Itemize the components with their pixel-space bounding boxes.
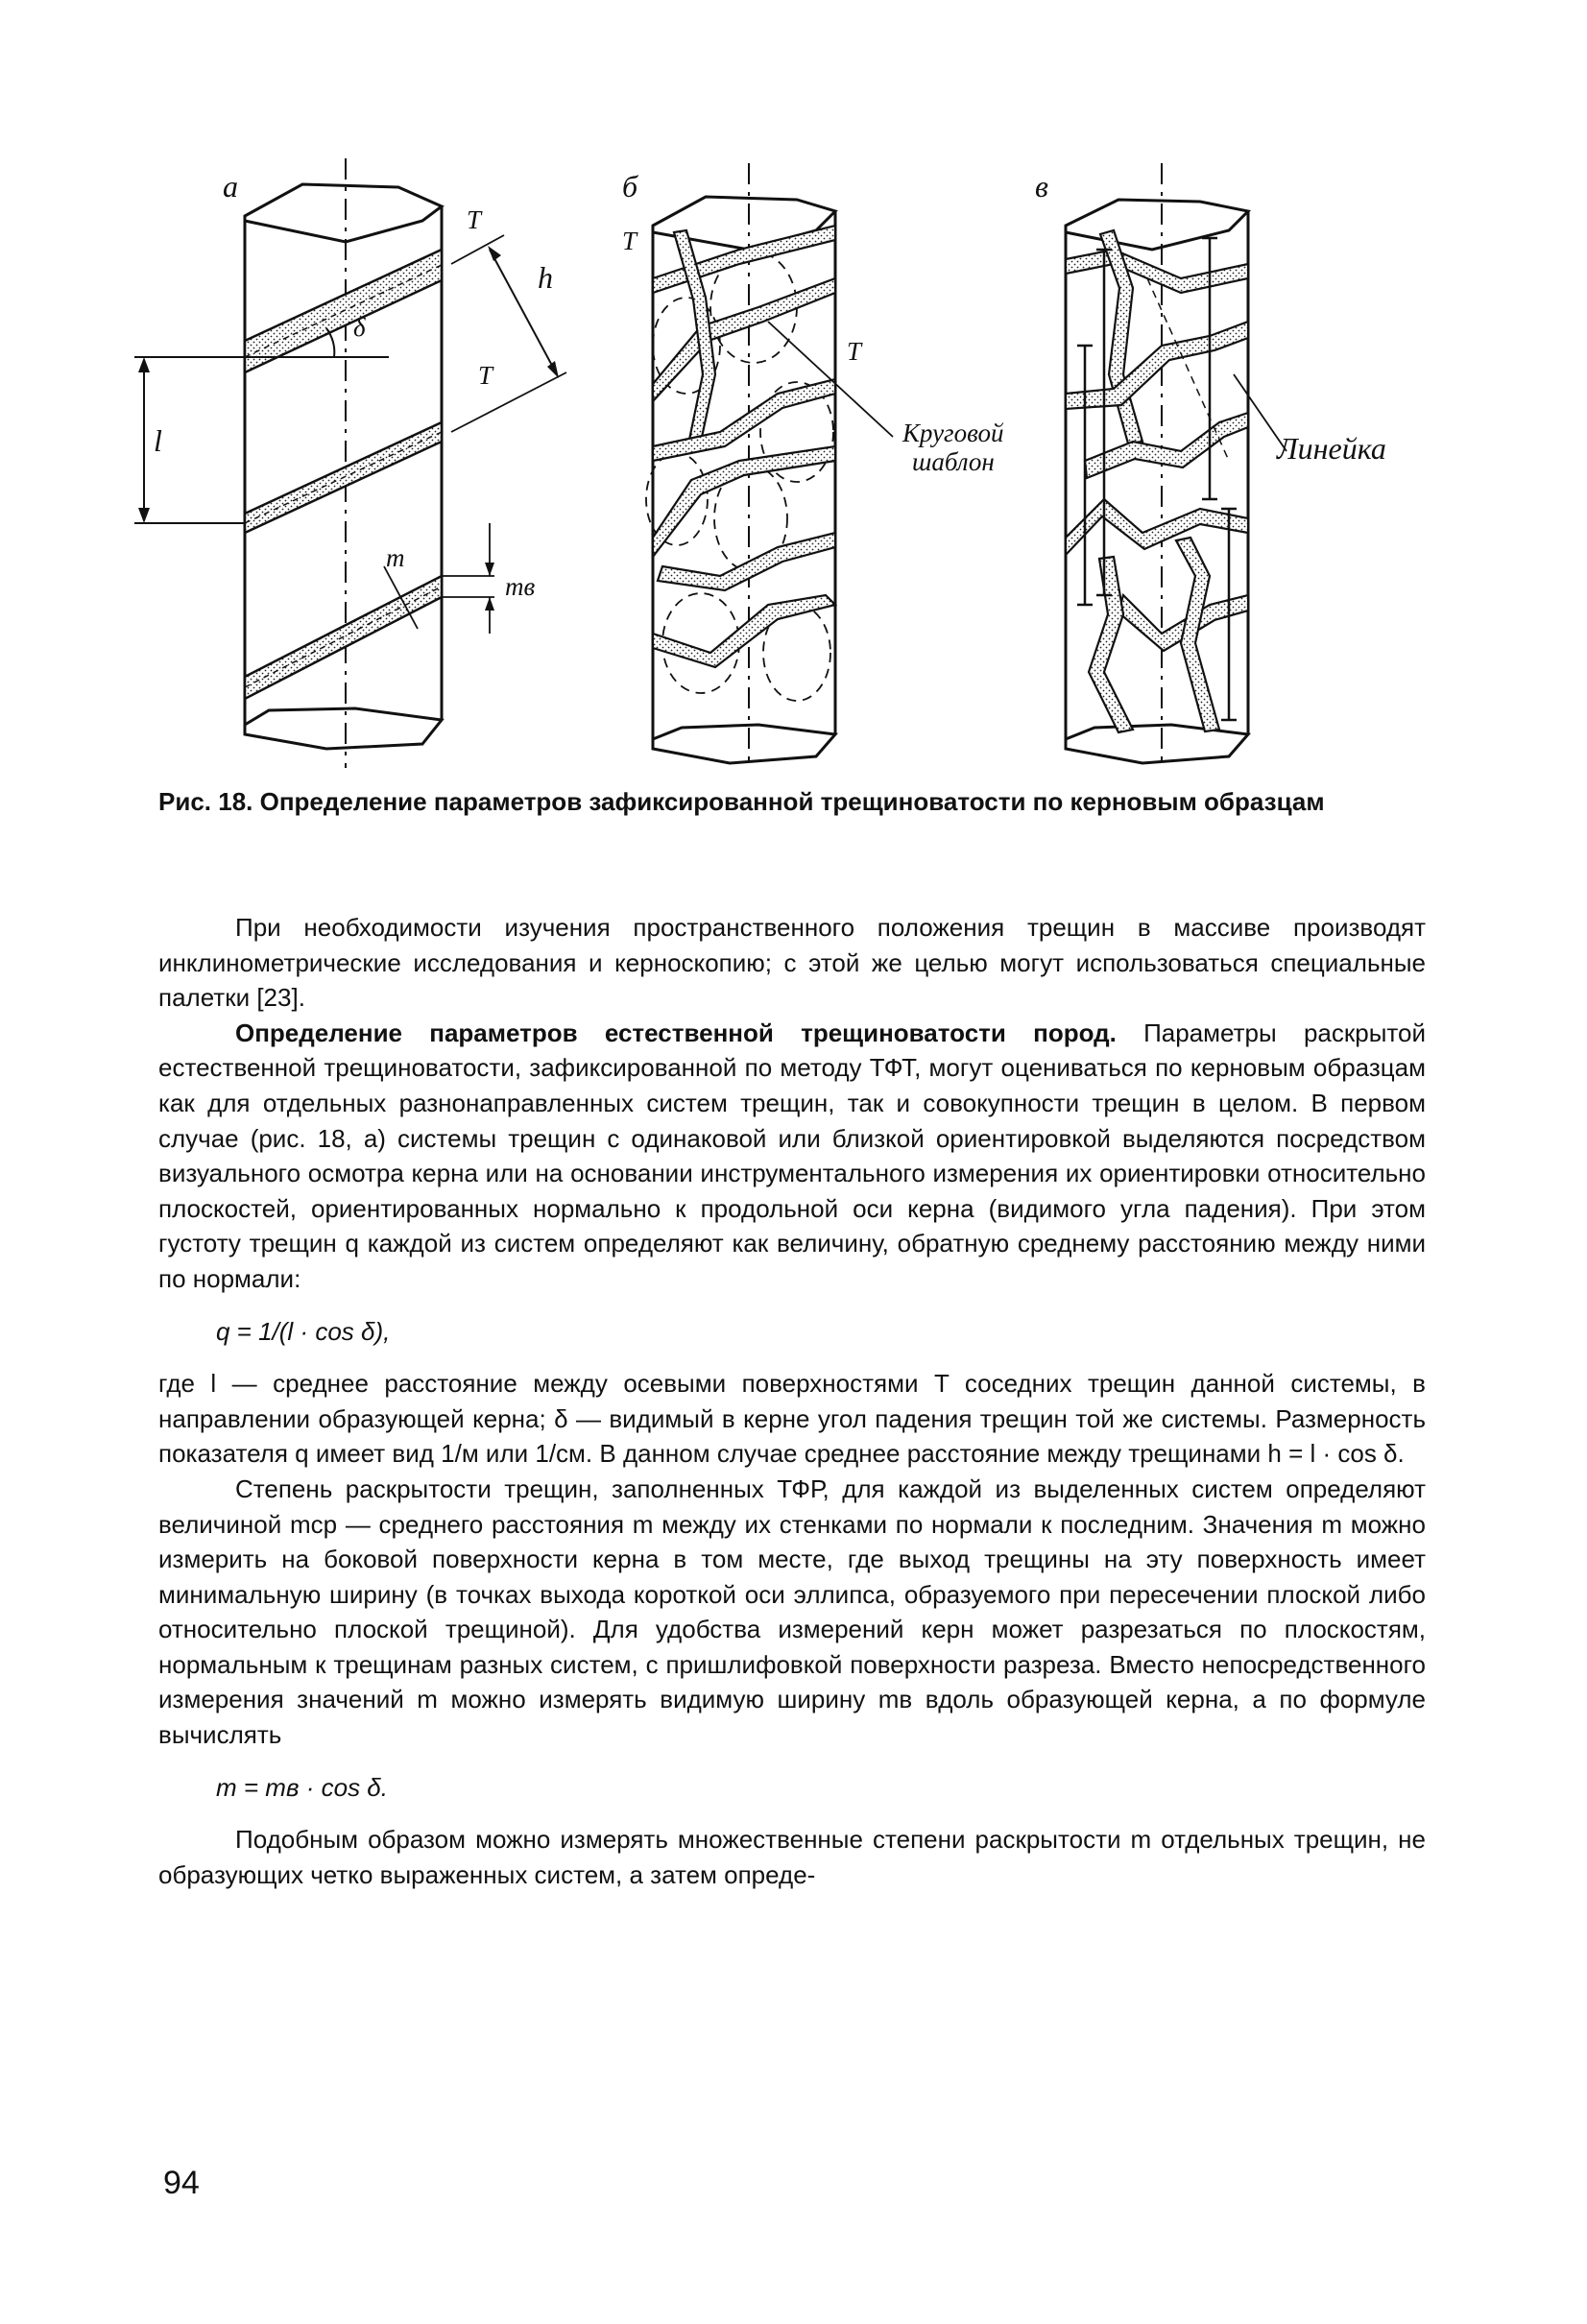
fracture-v-7	[1089, 557, 1133, 732]
fracture-b-4	[653, 379, 835, 461]
panel-b-label: б	[622, 169, 638, 204]
formula-2: m = mв · cos δ.	[216, 1772, 388, 1802]
panel-v-label: в	[1035, 169, 1048, 204]
l-label: l	[154, 423, 162, 458]
fracture-v-4	[1085, 413, 1248, 478]
panel-b-T-left: T	[622, 227, 637, 255]
paragraph-1: При необходимости изучения пространственного положения трещин в массиве производят инклинометрические исследования и керноскопию; с этой же целью могут использоваться специальные палетки [23].	[158, 913, 1426, 1013]
body-text	[158, 910, 1426, 1892]
mv-label: mв	[505, 572, 536, 601]
fracture-b-7	[653, 595, 835, 667]
panel-a	[134, 158, 566, 768]
figure-18	[154, 154, 1431, 778]
fracture-v-3	[1066, 322, 1248, 409]
fracture-b-6	[658, 533, 835, 590]
annotation-circular-template-2: шаблон	[912, 447, 995, 476]
fracture-v-8	[1176, 538, 1219, 731]
panel-a-label: а	[223, 169, 238, 204]
paragraph-2-heading: Определение параметров естественной трещиноватости пород.	[235, 1018, 1117, 1047]
h-label: h	[538, 260, 553, 295]
paragraph-3: где l — среднее расстояние между осевыми поверхностями T соседних трещин данной системы, в направлении образующей керна; δ — видимый в керне угол падения трещин той же системы. Размерность показателя q имеет вид 1/м или 1/см. В данном случае среднее расстояние между трещинами h = l · cos δ.	[158, 1369, 1426, 1469]
page-number: 94	[163, 2165, 200, 2201]
paragraph-5: Подобным образом можно измерять множественные степени раскрытости m отдельных трещин, не образующих четко выраженных систем, а затем опреде-	[158, 1825, 1426, 1889]
paragraph-4: Степень раскрытости трещин, заполненных ТФР, для каждой из выделенных систем определяют величиной mср — среднего расстояния m между их стенками по нормали к последним. Значения m можно измерить на боковой поверхности керна в том месте, где выход трещины на эту поверхность имеет минимальную ширину (в точках выхода короткой оси эллипса, образуемого при пересечении плоской либо относительно плоской трещиной). Для удобства измерений керн может разрезаться по плоскостям, нормальным к трещинам разных систем, с пришлифовкой поверхности разреза. Вместо непосредственного измерения значений m можно измерять видимую ширину mв вдоль образующей керна, а по формуле вычислять	[158, 1473, 1426, 1750]
figure-caption: Рис. 18. Определение параметров зафиксированной трещиноватости по керновым образцам	[158, 787, 1325, 816]
annotation-ruler: Линейка	[1277, 431, 1386, 466]
T-label-2: T	[478, 361, 493, 390]
formula-1: q = 1/(l · cos δ),	[216, 1316, 391, 1346]
panel-b-T-right: T	[847, 337, 862, 366]
panel-v	[1035, 163, 1386, 768]
paragraph-2-text: Параметры раскрытой естественной трещиноватости, зафиксированной по методу ТФТ, могут оцениваться по керновым образцам как для отдельных разнонаправленных систем трещин, так и совокупности трещин в целом. В первом случае (рис. 18, а) системы трещин с одинаковой или близкой ориентировкой выделяются посредством визуального осмотра керна или на основании инструментального измерения их ориентировки относительно плоскостей, ориентированных нормально к продольной оси керна (видимого угла падения). При этом густоту трещин q каждой из систем определяют как величину, обратную среднему расстоянию между ними по нормали:	[158, 1018, 1426, 1293]
m-label: m	[386, 543, 405, 572]
fracture-b-2	[653, 278, 835, 401]
delta-label: δ	[353, 313, 366, 342]
annotation-circular-template-1: Круговой	[902, 419, 1004, 447]
T-label-1: T	[467, 205, 482, 234]
paragraph-2	[158, 1016, 1426, 1297]
panel-b	[622, 163, 1004, 768]
fracture-v-5	[1066, 499, 1248, 555]
fracture-v-1	[1066, 250, 1248, 293]
